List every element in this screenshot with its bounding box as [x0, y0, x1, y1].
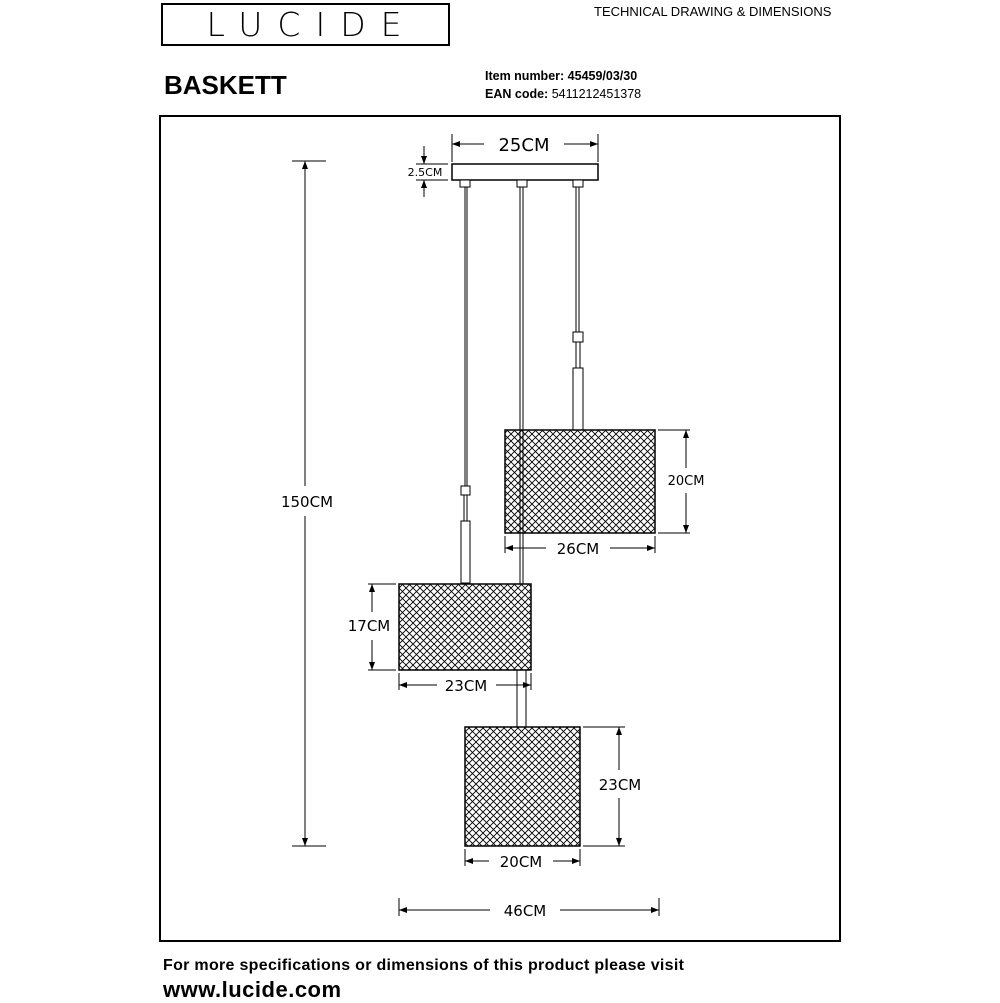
shade-lower	[465, 727, 580, 846]
dim-shade-middle-width: 23CM	[444, 677, 488, 695]
footer-specs-text: For more specifications or dimensions of this product please visit	[163, 957, 685, 974]
ean-code-label: EAN code:	[485, 87, 549, 101]
ceiling-canopy	[452, 164, 598, 187]
item-number-value: 45459/03/30	[567, 69, 638, 83]
dim-canopy-height: 2.5CM	[407, 166, 443, 179]
shade-upper	[505, 430, 655, 533]
logo-text: LUCIDE	[206, 5, 417, 44]
product-name: BASKETT	[164, 70, 287, 100]
ean-code-value: 5411212451378	[551, 87, 642, 101]
dim-shade-lower-width: 20CM	[499, 853, 543, 871]
shade-middle	[399, 584, 531, 670]
dim-canopy-width: 25CM	[498, 135, 550, 156]
dim-shade-upper-width: 26CM	[556, 540, 600, 558]
item-number-label: Item number:	[485, 69, 565, 83]
document-type: TECHNICAL DRAWING & DIMENSIONS	[594, 4, 832, 19]
dim-total-width: 46CM	[503, 902, 547, 920]
dim-shade-lower-height: 23CM	[598, 776, 642, 794]
dim-shade-upper-height: 20CM	[667, 474, 705, 489]
footer-website-link[interactable]: www.lucide.com	[163, 977, 342, 1002]
dim-total-height: 150CM	[280, 493, 334, 511]
dim-shade-middle-height: 17CM	[347, 617, 391, 635]
